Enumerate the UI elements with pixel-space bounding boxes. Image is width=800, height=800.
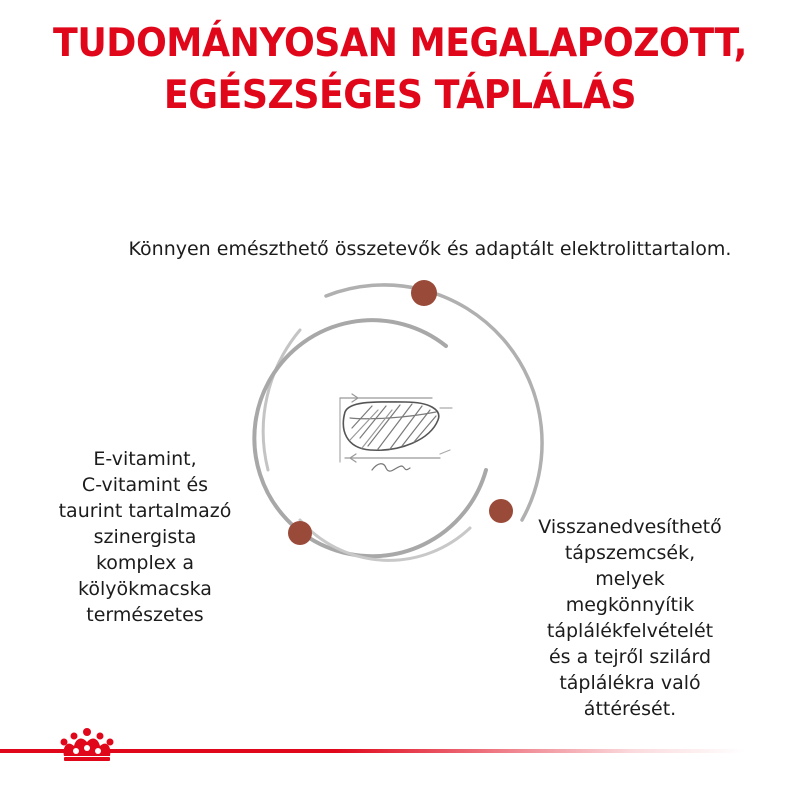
left-line: E-vitamint, xyxy=(93,448,197,470)
right-line: táplálékra való xyxy=(559,672,701,694)
title-line-2: EGÉSZSÉGES TÁPLÁLÁS xyxy=(163,73,637,118)
benefit-rehydratable-kibble xyxy=(505,514,755,722)
kibble-sketch-icon xyxy=(340,394,452,471)
left-line: természetes xyxy=(86,604,204,626)
left-line: C-vitamint és xyxy=(81,474,209,496)
right-line: tápszemcsék, xyxy=(564,542,696,564)
benefit-vitamin-complex xyxy=(20,446,270,628)
title-line-1: TUDOMÁNYOSAN MEGALAPOZOTT, xyxy=(53,21,747,66)
right-line: táplálékfelvételét xyxy=(546,620,714,642)
right-line: és a tejről szilárd xyxy=(548,646,712,668)
left-line: szinergista xyxy=(93,526,197,548)
dot-top xyxy=(411,280,437,306)
right-line: áttérését. xyxy=(583,698,677,720)
left-line: taurint tartalmazó xyxy=(58,500,232,522)
benefit-digestibility: Könnyen emészthető összetevők és adaptált elektrolittartalom. xyxy=(128,238,732,260)
right-line: Visszanedvesíthető xyxy=(538,516,722,538)
left-line: komplex a xyxy=(95,552,195,574)
royal-crown-logo xyxy=(58,726,116,770)
right-line: megkönnyítik xyxy=(565,594,695,616)
dot-left xyxy=(288,521,312,545)
right-line: melyek xyxy=(595,568,665,590)
left-line: kölyökmacska xyxy=(78,578,212,600)
